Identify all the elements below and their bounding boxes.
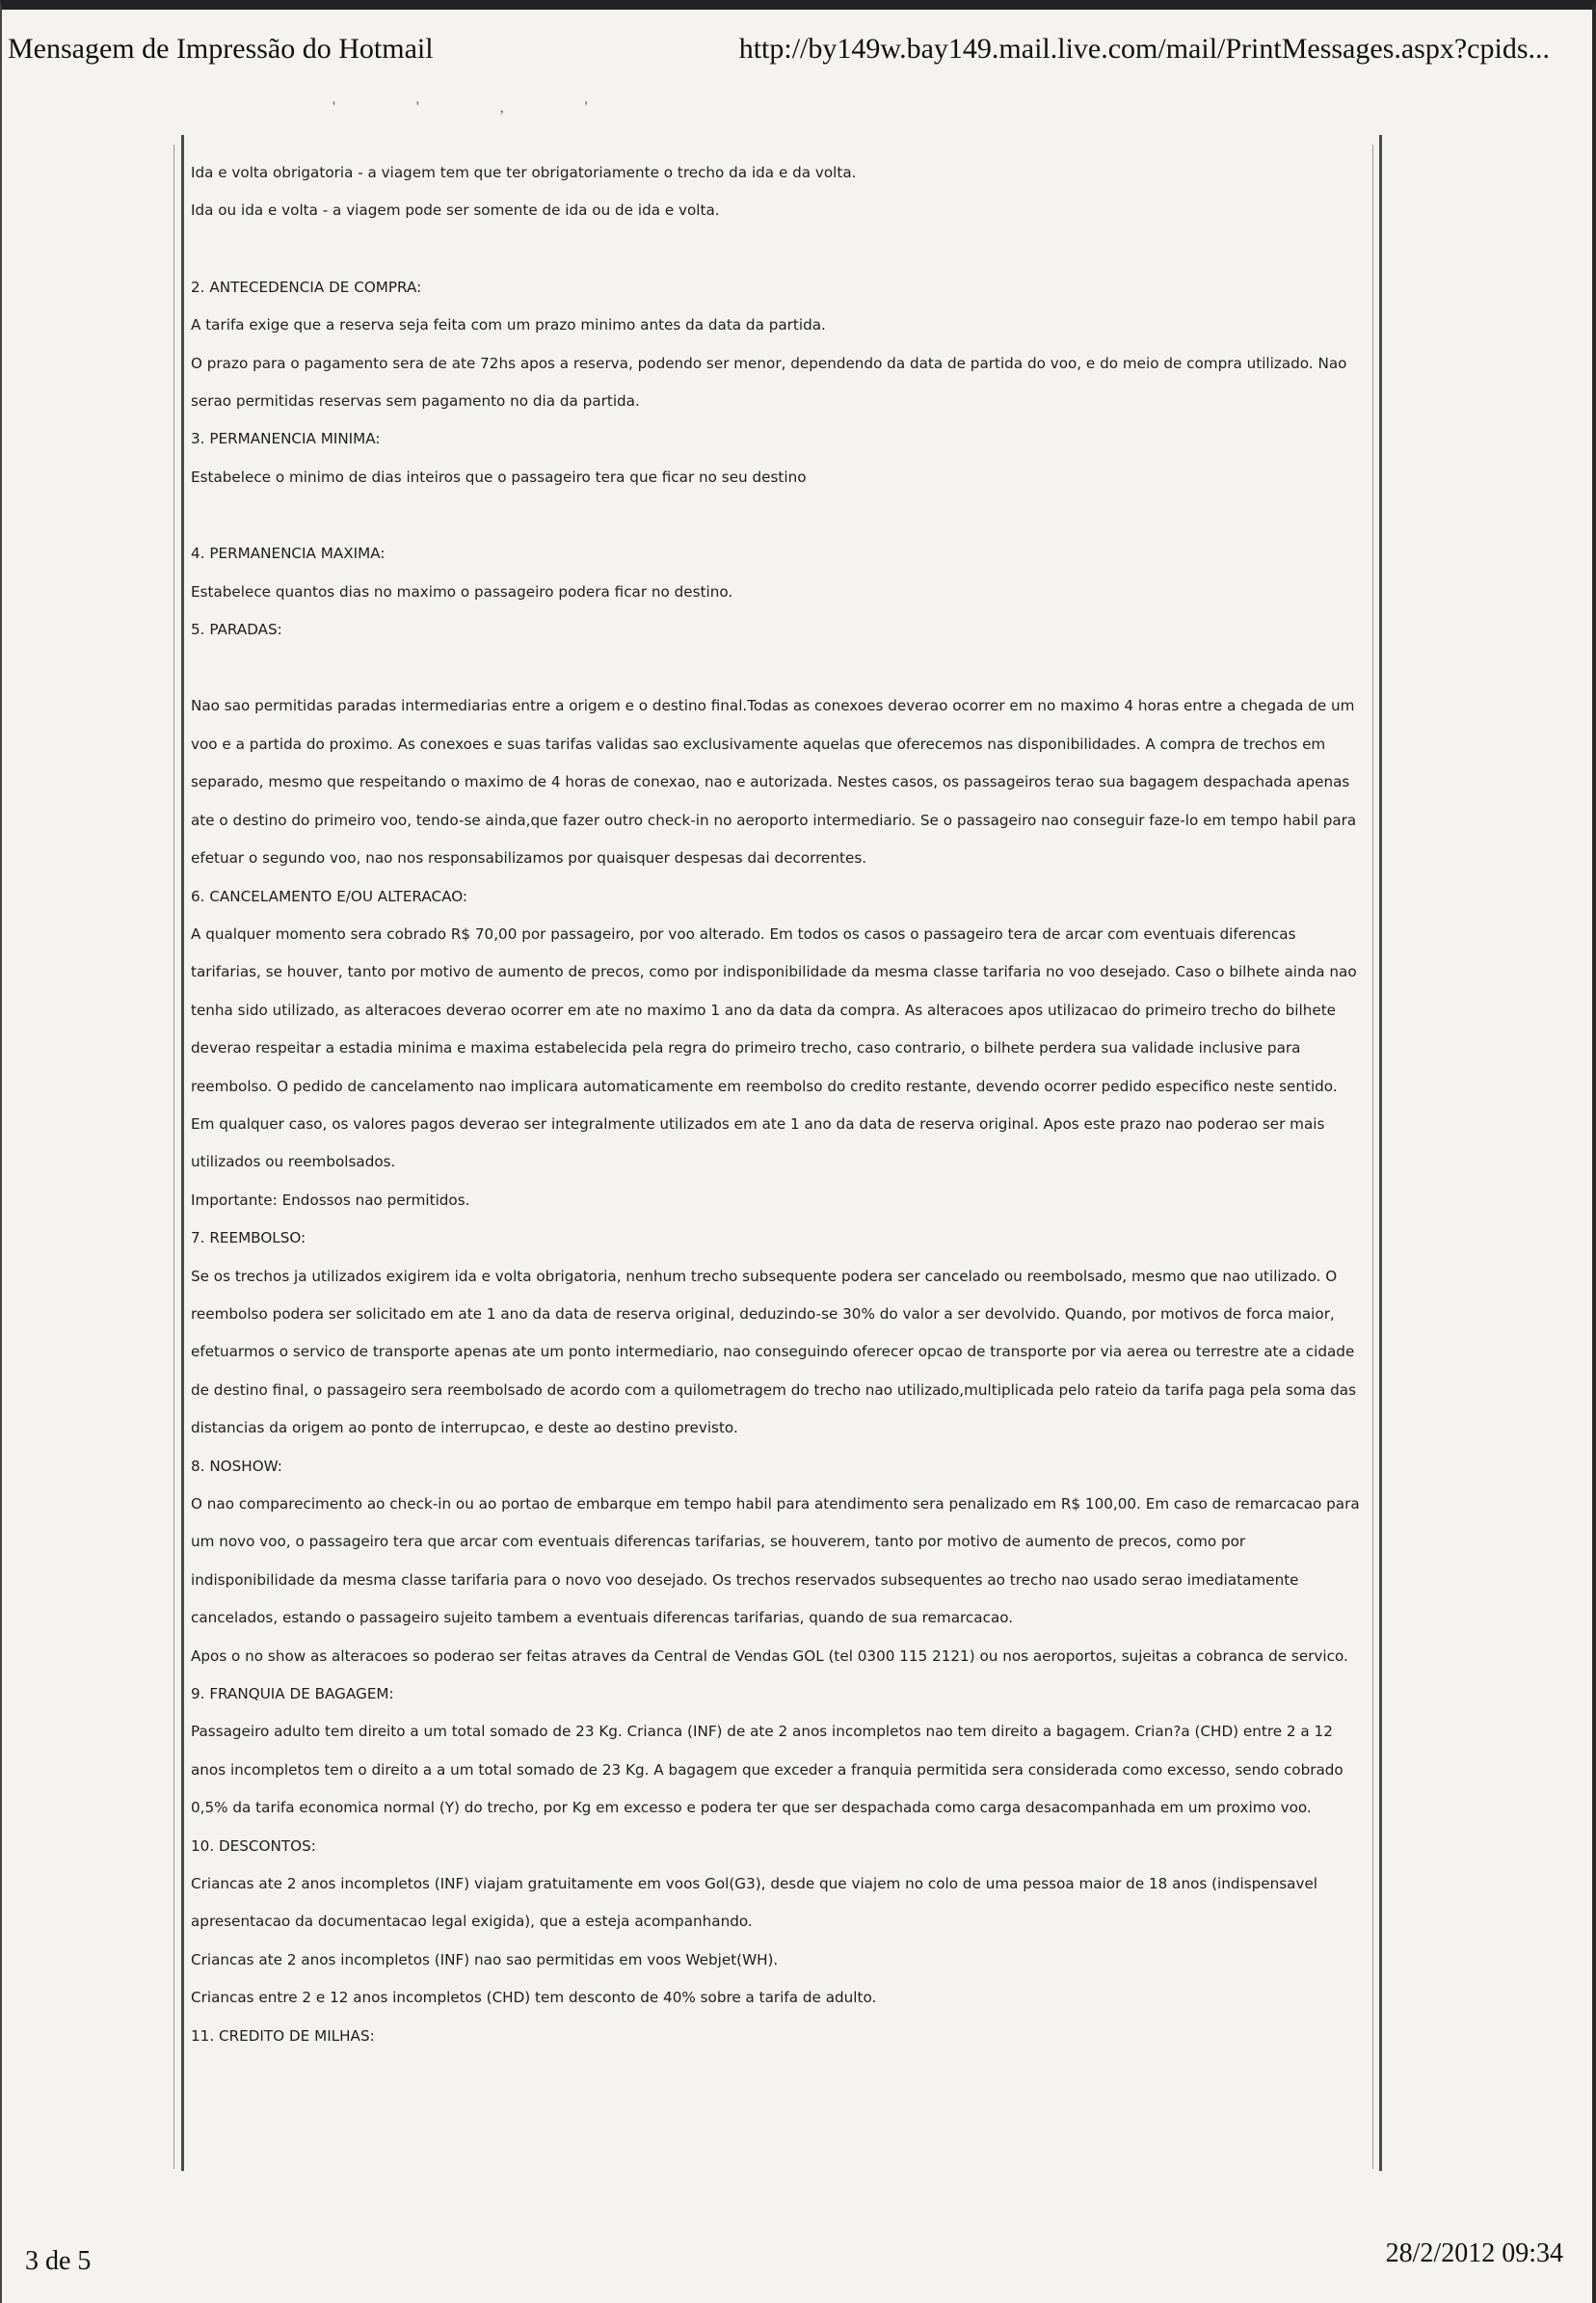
print-header-title: Mensagem de Impressão do Hotmail: [8, 33, 434, 65]
paragraph: Criancas entre 2 e 12 anos incompletos (CHD) tem desconto de 40% sobre a tarifa de adulto.: [191, 1989, 877, 2007]
paragraph: A qualquer momento sera cobrado R$ 70,00 por passageiro, por voo alterado. Em todos os casos o passageiro tera de arcar com eventuais diferencas tarifarias, se houver, tanto por motivo de aumento de precos, como por indisponibilidade da mesma classe tarifaria no voo desejado. Caso o bilhete ainda nao tenha sido utilizado, as alteracoes deverao ocorrer em ate no maximo 1 ano da data da compra. As alteracoes apos utilizacao do primeiro trecho do bilhete deverao respeitar a estadia minima e maxima estabelecida pela regra do primeiro trecho, caso contrario, o bilhete perdera sua validade inclusive para reembolso. O pedido de cancelamento nao implicara automaticamente em reembolso do credito restante, devendo ocorrer pedido especifico neste sentido.: [191, 924, 1357, 1095]
section-heading: 6. CANCELAMENTO E/OU ALTERACAO:: [191, 887, 468, 905]
paragraph: O nao comparecimento ao check-in ou ao portao de embarque em tempo habil para atendimento sera penalizado em R$ 100,00. Em caso de remarcacao para um novo voo, o passageiro tera que arcar com eventuais diferencas tarifarias, se houverem, tanto por motivo de aumento de precos, como por indisponibilidade da mesma classe tarifaria para o novo voo desejado. Os trechos reservados subsequentes ao trecho nao usado serao imediatamente cancelados, estando o passageiro sujeito tambem a eventuais diferencas tarifarias, quando de sua remarcacao.: [191, 1495, 1360, 1627]
frame-inner-left-rule: [173, 145, 174, 2169]
blank-line: [191, 496, 1367, 535]
section-heading: 10. DESCONTOS:: [191, 1836, 316, 1855]
paragraph: Estabelece o minimo de dias inteiros que o passageiro tera que ficar no seu destino: [191, 468, 807, 486]
blank-line: [191, 649, 1367, 687]
section-heading: 5. PARADAS:: [191, 621, 282, 639]
paragraph: Estabelece quantos dias no maximo o passageiro podera ficar no destino.: [191, 582, 733, 601]
section-heading: 2. ANTECEDENCIA DE COMPRA:: [191, 278, 422, 296]
paragraph: Criancas ate 2 anos incompletos (INF) nao sao permitidas em voos Webjet(WH).: [191, 1950, 779, 1968]
section-heading: 7. REEMBOLSO:: [191, 1229, 306, 1247]
paragraph: Apos o no show as alteracoes so poderao ser feitas atraves da Central de Vendas GOL (tel 0300 115 2121) ou nos aeroportos, sujeitas a cobranca de servico.: [191, 1647, 1348, 1665]
message-body: [191, 154, 1367, 2055]
section-heading: 9. FRANQUIA DE BAGAGEM:: [191, 1685, 394, 1703]
paragraph: Se os trechos ja utilizados exigirem ida e volta obrigatoria, nenhum trecho subsequente podera ser cancelado ou reembolsado, mesmo que nao utilizado. O reembolso podera ser solicitado em ate 1 ano da data de reserva original, deduzindo-se 30% do valor a ser devolvido. Quando, por motivos de forca maior, efetuarmos o servico de transporte apenas ate um ponto intermediario, nao conseguindo oferecer opcao de transporte por via aerea ou terrestre ate a cidade de destino final, o passageiro sera reembolsado de acordo com a quilometragem do trecho nao utilizado,multiplicada pelo rateio da tarifa paga pela soma das distancias da origem ao ponto de interrupcao, e deste ao destino previsto.: [191, 1267, 1357, 1437]
paragraph: Criancas ate 2 anos incompletos (INF) viajam gratuitamente em voos Gol(G3), desde que viajem no colo de uma pessoa maior de 18 anos (indispensavel apresentacao da documentacao legal exigida), que a esteja acompanhando.: [191, 1875, 1318, 1931]
paragraph: Ida ou ida e volta - a viagem pode ser somente de ida ou de ida e volta.: [191, 201, 720, 220]
print-header-url: http://by149w.bay149.mail.live.com/mail/PrintMessages.aspx?cpids...: [738, 33, 1550, 65]
paragraph: O prazo para o pagamento sera de ate 72hs apos a reserva, podendo ser menor, dependendo da data de partida do voo, e do meio de compra utilizado. Nao serao permitidas reservas sem pagamento no dia da partida.: [191, 354, 1347, 411]
section-heading: 4. PERMANENCIA MAXIMA:: [191, 545, 386, 563]
print-footer-page-number: 3 de 5: [25, 2246, 92, 2276]
paragraph: Em qualquer caso, os valores pagos deverao ser integralmente utilizados em ate 1 ano da data de reserva original. Apos este prazo nao poderao ser mais utilizados ou reembolsados.: [191, 1114, 1325, 1171]
scan-specks: ' ' , ': [332, 99, 626, 116]
paragraph: A tarifa exige que a reserva seja feita com um prazo minimo antes da data da partida.: [191, 316, 826, 335]
section-heading: 3. PERMANENCIA MINIMA:: [191, 430, 381, 448]
paragraph: Nao sao permitidas paradas intermediarias entre a origem e o destino final.Todas as conexoes deverao ocorrer em no maximo 4 horas entre a chegada de um voo e a partida do proximo. As conexoes e suas tarifas validas sao exclusivamente aquelas que oferecemos nas disponibilidades. A compra de trechos em separado, mesmo que respeitando o maximo de 4 horas de conexao, nao e autorizada. Nestes casos, os passageiros terao sua bagagem despachada apenas ate o destino do primeiro voo, tendo-se ainda,que fazer outro check-in no aeroporto intermediario. Se o passageiro nao conseguir faze-lo em tempo habil para efetuar o segundo voo, nao nos responsabilizamos por quaisquer despesas dai decorrentes.: [191, 697, 1357, 868]
print-footer-datetime: 28/2/2012 09:34: [1385, 2238, 1563, 2268]
blank-line: [191, 230, 1367, 269]
section-heading: 11. CREDITO DE MILHAS:: [191, 2026, 375, 2045]
frame-inner-right-rule: [1372, 145, 1373, 2169]
section-heading: 8. NOSHOW:: [191, 1457, 282, 1475]
paragraph: Ida e volta obrigatoria - a viagem tem que ter obrigatoriamente o trecho da ida e da volta.: [191, 164, 857, 181]
paragraph: Passageiro adulto tem direito a um total somado de 23 Kg. Crianca (INF) de ate 2 anos incompletos nao tem direito a bagagem. Crian?a (CHD) entre 2 a 12 anos incompletos tem o direito a a um total somado de 23 Kg. A bagagem que exceder a franquia permitida sera considerada como excesso, sendo cobrado 0,5% da tarifa economica normal (Y) do trecho, por Kg em excesso e podera ter que ser despachada como carga desacompanhada em um proximo voo.: [191, 1723, 1343, 1817]
paragraph: Importante: Endossos nao permitidos.: [191, 1191, 470, 1209]
